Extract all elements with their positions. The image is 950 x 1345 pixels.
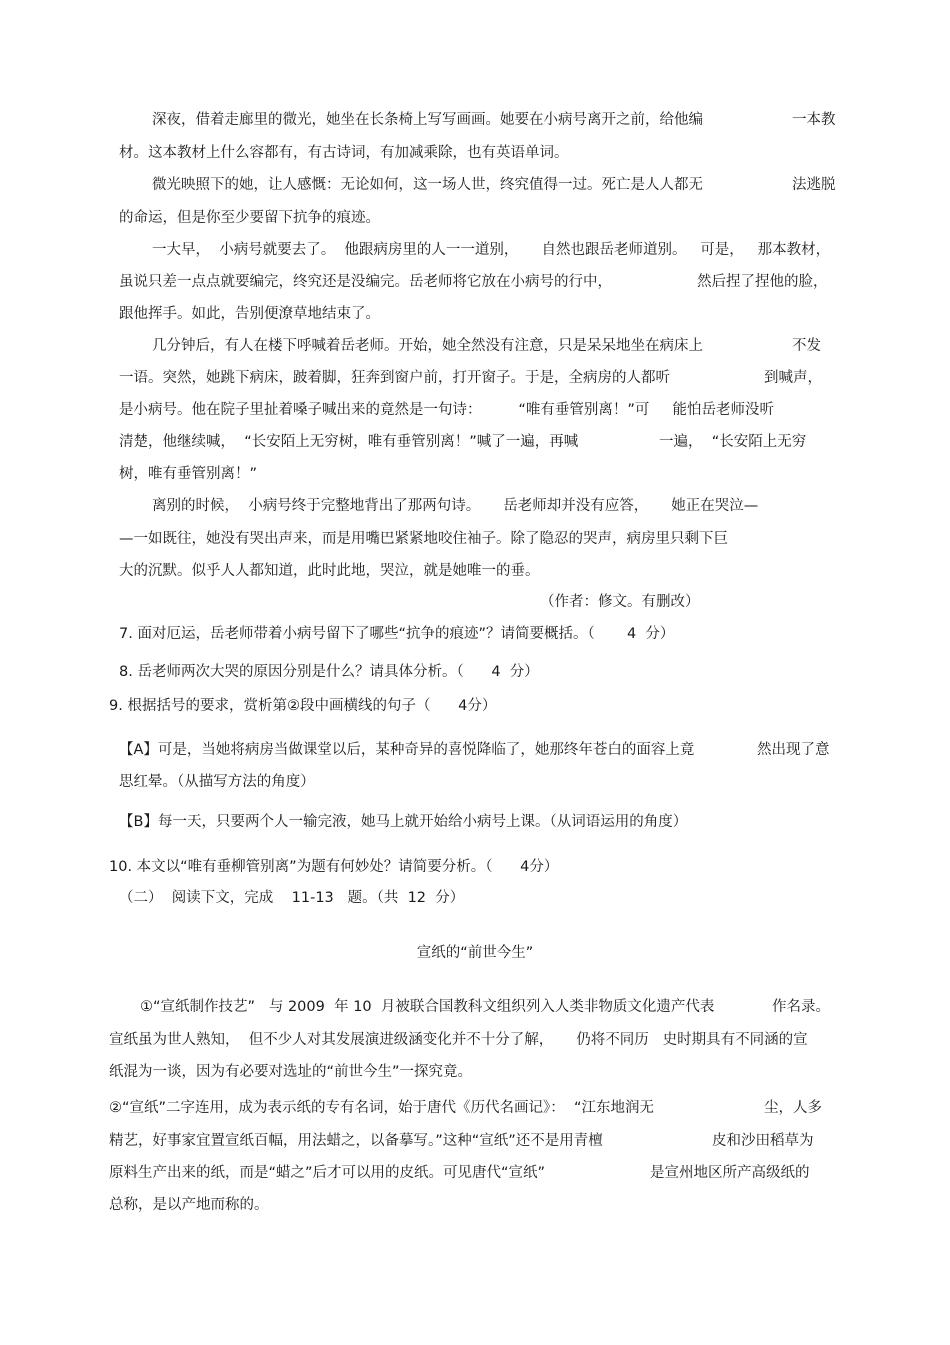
article-title: 宣纸的“前世今生” <box>416 945 534 961</box>
story-p4-line2a: 一语。突然，她跳下病床，跛着脚，狂奔到窗户前，打开窗子。于是，全病房的人都听 <box>119 370 670 386</box>
story-attribution: （作者：修文。有删改） <box>540 594 700 610</box>
story-p4-line4b: 一遍， “长安陌上无穷 <box>659 434 807 450</box>
story-p3-line2a: 虽说只差一点点就要编完，终究还是没编完。岳老师将它放在小病号的行中， <box>119 274 612 290</box>
question-7: 7. 面对厄运，岳老师带着小病号留下了哪些“抗争的痕迹”？请简要概括。（ 4 分） <box>119 626 675 642</box>
story-p4-line4a: 清楚，他继续喊， “长安陌上无穷树，唯有垂管别离！”喊了一遍，再喊 <box>119 434 579 450</box>
story-p2-line2: 的命运，但是你至少要留下抗争的痕迹。 <box>119 210 380 226</box>
article-p1-line1b: 作名录。 <box>772 999 830 1015</box>
story-p4-line2b: 到喊声， <box>764 370 822 386</box>
question-9a-line2: 思红晕。（从描写方法的角度） <box>119 774 315 790</box>
story-p1-line1a: 深夜，借着走廊里的微光，她坐在长条椅上写写画画。她要在小病号离开之前，给他编 <box>152 112 703 128</box>
story-p2-line1b: 法逃脱 <box>792 177 836 193</box>
article-p2-line1a: ②“宣纸”二字连用，成为表示纸的专有名词，始于唐代《历代名画记》： “江东地润无 <box>109 1100 654 1116</box>
question-8: 8. 岳老师两次大哭的原因分别是什么？请具体分析。（ 4 分） <box>119 664 539 680</box>
story-p4-line3: 是小病号。他在院子里扯着嗓子喊出来的竟然是一句诗： “唯有垂管别离！”可 能怕岳老师没听 <box>119 402 774 418</box>
story-p5-line2: —一如既往，她没有哭出声来，而是用嘴巴紧紧地咬住袖子。除了隐忍的哭声，病房里只剩下巨 <box>119 531 728 547</box>
story-p5-line3: 大的沉默。似乎人人都知道，此时此地，哭泣，就是她唯一的垂。 <box>119 563 540 579</box>
article-p2-line3b: 是宣州地区所产高级纸的 <box>650 1165 810 1181</box>
question-9a-line1b: 然出现了意 <box>757 742 830 758</box>
question-9b: 【B】每一天，只要两个人一输完液，她马上就开始给小病号上课。（从词语运用的角度） <box>119 814 688 830</box>
article-p2-line1b: 尘，人多 <box>764 1100 822 1116</box>
article-p2-line2b: 皮和沙田稻草为 <box>712 1133 814 1149</box>
section-2-heading: （二） 阅读下文，完成 11-13 题。（共 12 分） <box>119 890 465 906</box>
story-p1-line1b: 一本教 <box>792 112 836 128</box>
question-9: 9. 根据括号的要求，赏析第②段中画横线的句子（ 4分） <box>109 698 497 714</box>
article-p1-line3: 纸混为一谈，因为有必要对选址的“前世今生”一探究竟。 <box>109 1064 473 1080</box>
article-p1-line1a: ①“宣纸制作技艺” 与 2009 年 10 月被联合国教科文组织列入人类非物质文化遗产代表 <box>140 999 715 1015</box>
story-p3-line2b: 然后捏了捏他的脸， <box>697 274 828 290</box>
story-p5-line1: 离别的时候， 小病号终于完整地背出了那两句诗。 岳老师却并没有应答， 她正在哭泣— <box>152 498 759 514</box>
question-9a-line1a: 【A】可是，当她将病房当做课堂以后，某种奇异的喜悦降临了，她那终年苍白的面容上竟 <box>119 742 695 758</box>
story-p3-line1: 一大早， 小病号就要去了。 他跟病房里的人一一道别， 自然也跟岳老师道别。 可是， 那本教材， <box>152 242 831 258</box>
story-p4-line1b: 不发 <box>792 338 821 354</box>
article-p2-line3a: 原料生产出来的纸，而是“蜡之”后才可以用的皮纸。可见唐代“宣纸” <box>109 1165 546 1181</box>
article-p2-line4: 总称，是以产地而称的。 <box>109 1197 269 1213</box>
article-p2-line2a: 精艺，好事家宜置宣纸百幅，用法蜡之，以备摹写。”这种“宣纸”还不是用青檀 <box>109 1133 603 1149</box>
story-p4-line5: 树，唯有垂管别离！” <box>119 466 258 482</box>
story-p2-line1a: 微光映照下的她，让人感慨：无论如何，这一场人世，终究值得一过。死亡是人人都无 <box>152 177 703 193</box>
article-p1-line2: 宣纸虽为世人熟知， 但不少人对其发展演进级涵变化并不十分了解， 仍将不同历 史时期具有不同涵的宣 <box>109 1032 808 1048</box>
story-p4-line1a: 几分钟后，有人在楼下呼喊着岳老师。开始，她全然没有注意，只是呆呆地坐在病床上 <box>152 338 703 354</box>
story-p1-line2: 材。这本教材上什么容都有，有古诗词，有加减乘除，也有英语单词。 <box>119 145 569 161</box>
question-10: 10. 本文以“唯有垂柳管别离”为题有何妙处？请简要分析。（ 4分） <box>109 859 559 875</box>
story-p3-line3: 跟他挥手。如此，告别便潦草地结束了。 <box>119 306 380 322</box>
